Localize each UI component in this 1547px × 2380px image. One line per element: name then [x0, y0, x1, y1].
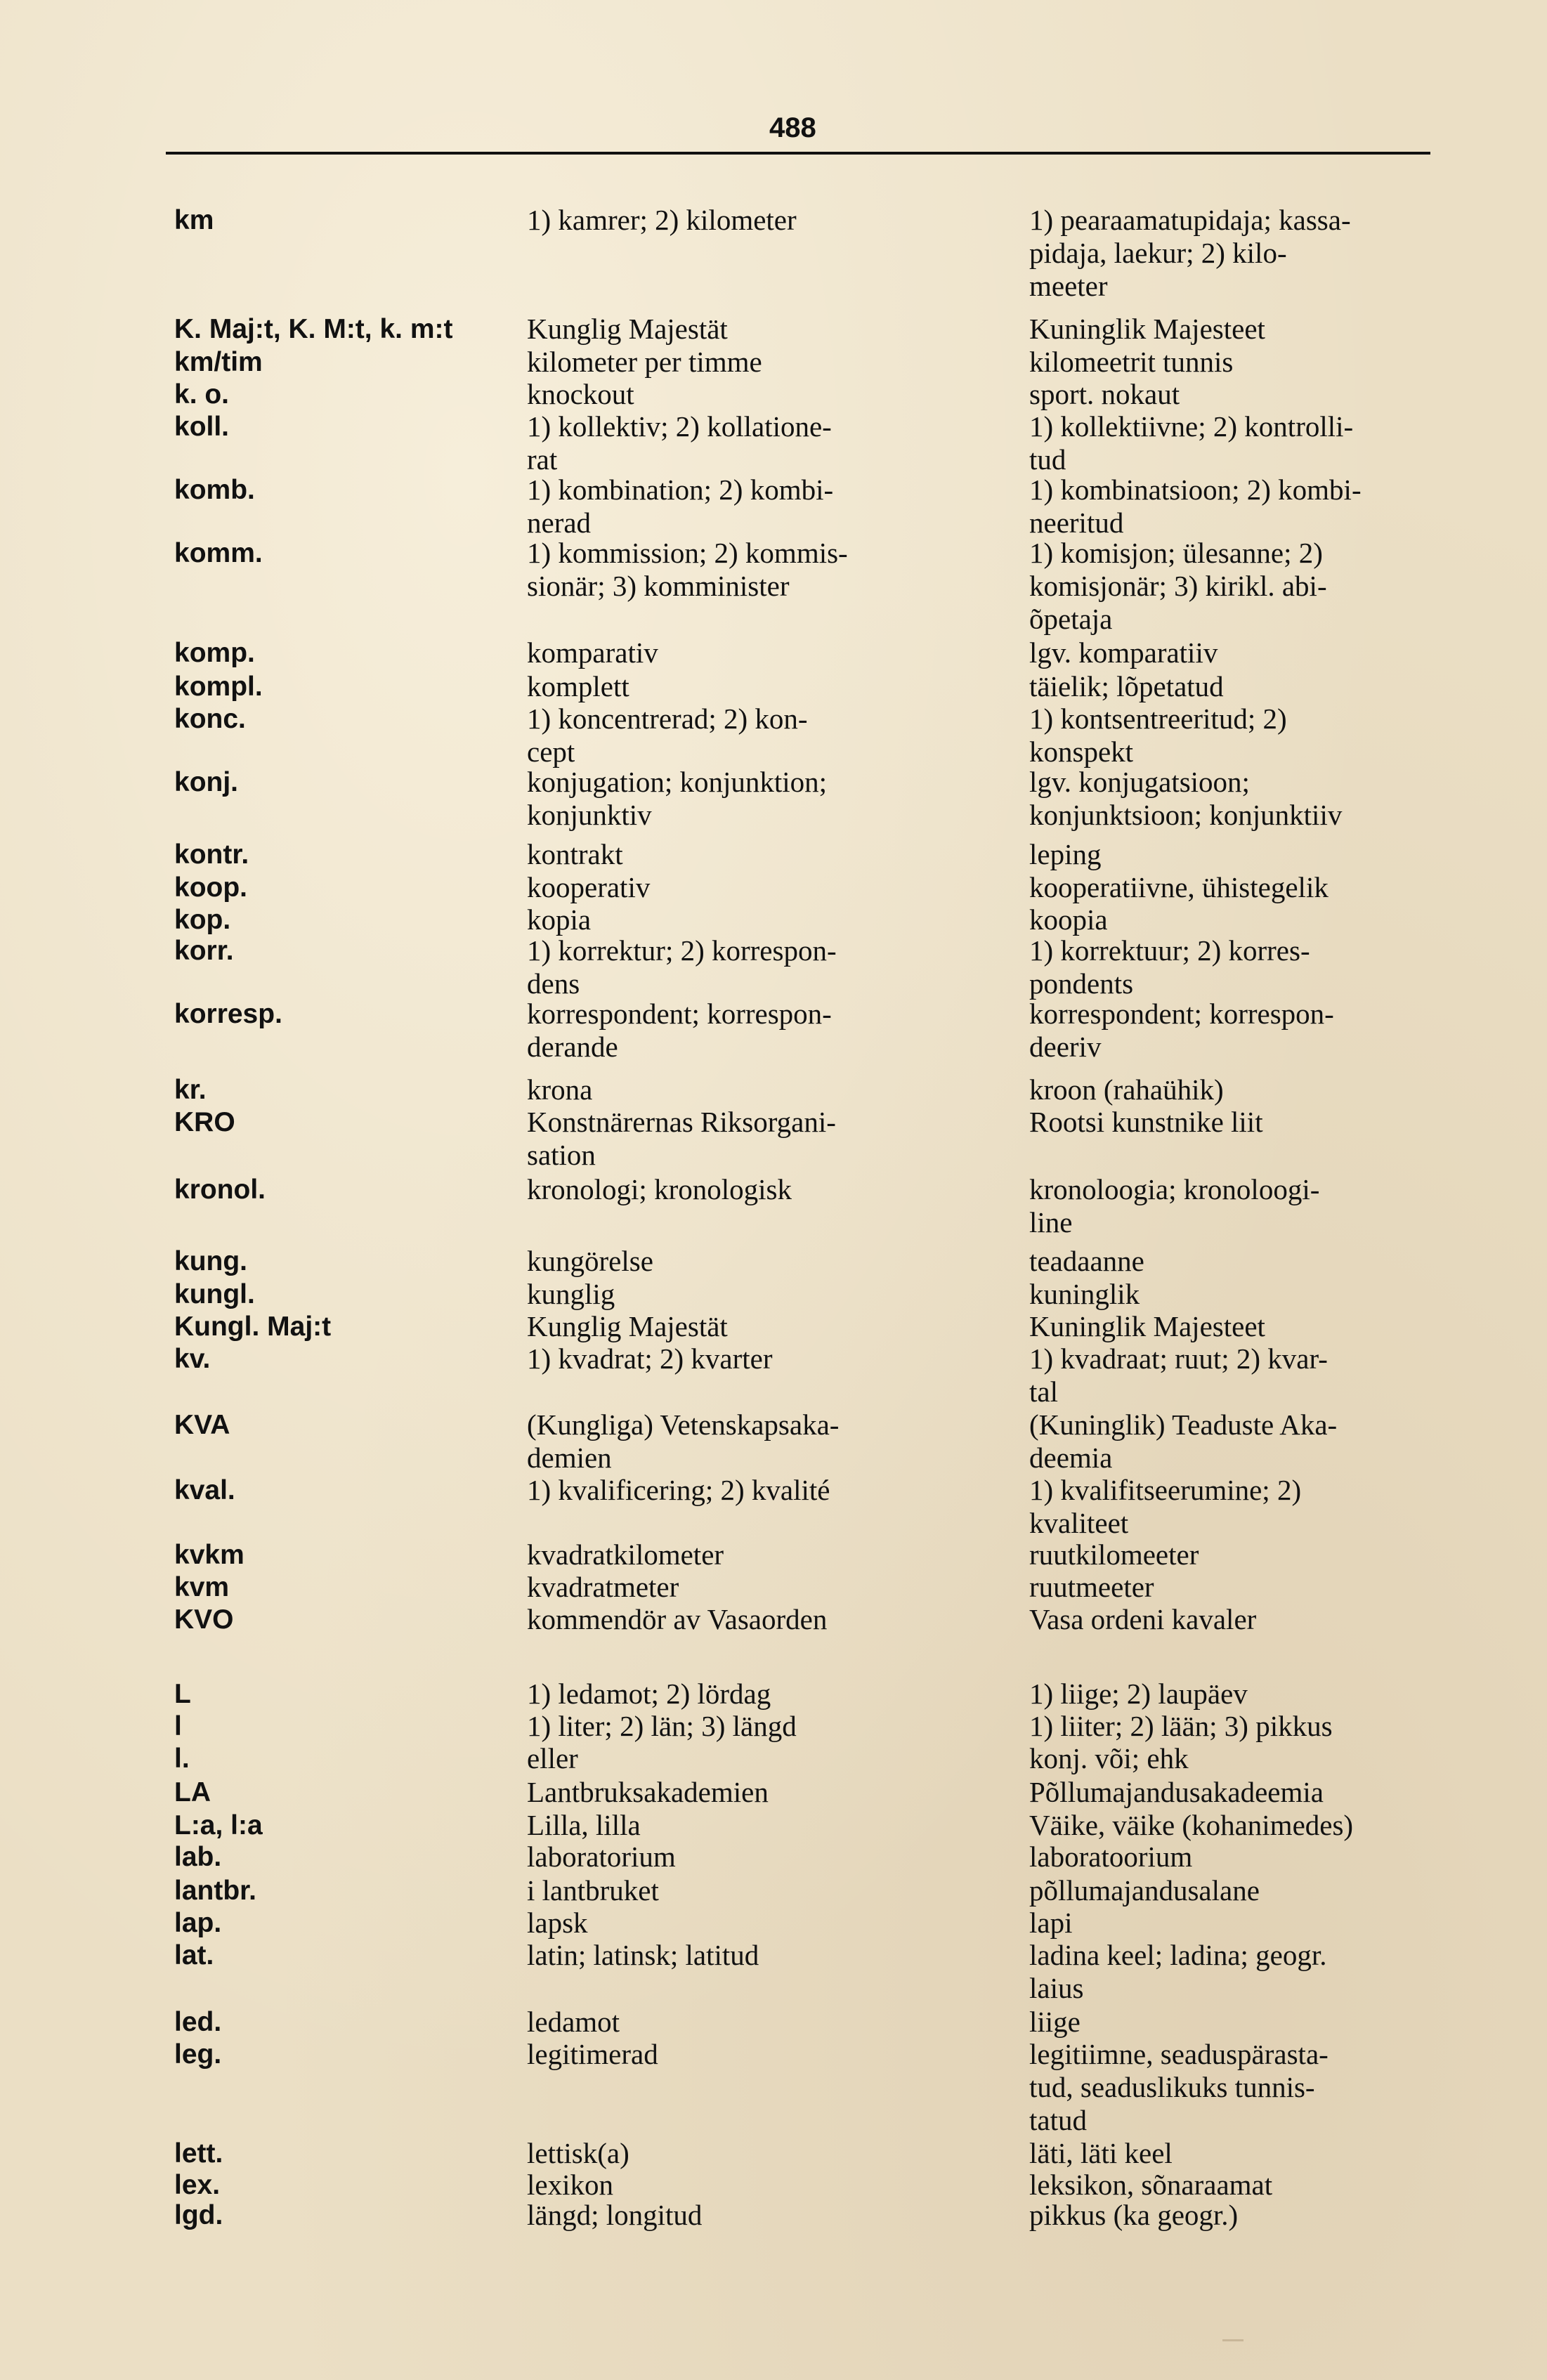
entry-abbreviation: kronol.: [174, 1175, 266, 1205]
entry-swedish: lexikon: [527, 2169, 613, 2201]
entry-estonian: kilomeetrit tunnis: [1029, 346, 1234, 378]
entry-swedish: laboratorium: [527, 1840, 676, 1873]
entry-swedish: 1) kvalificering; 2) kvalité: [527, 1474, 830, 1506]
entry-swedish: kontrakt: [527, 838, 623, 870]
entry-abbreviation: km: [174, 205, 214, 235]
entry-estonian: korrespondent; korrespon- deeriv: [1029, 998, 1334, 1063]
entry-estonian: leping: [1029, 838, 1102, 870]
entry-abbreviation: kval.: [174, 1475, 235, 1505]
entry-abbreviation: L: [174, 1679, 191, 1709]
entry-swedish: 1) korrektur; 2) korrespon- dens: [527, 934, 837, 1000]
entry-estonian: pikkus (ka geogr.): [1029, 2199, 1239, 2231]
entry-swedish: kommendör av Vasaorden: [527, 1603, 828, 1635]
entry-estonian: konj. või; ehk: [1029, 1742, 1189, 1774]
entry-abbreviation: KRO: [174, 1107, 235, 1137]
entry-estonian: 1) kollektiivne; 2) kontrolli- tud: [1029, 410, 1354, 476]
entry-estonian: Väike, väike (kohanimedes): [1029, 1809, 1354, 1841]
entry-swedish: 1) liter; 2) län; 3) längd: [527, 1710, 797, 1742]
entry-estonian: täielik; lõpetatud: [1029, 670, 1224, 702]
entry-estonian: kronoloogia; kronoloogi- line: [1029, 1173, 1320, 1238]
entry-swedish: 1) ledamot; 2) lördag: [527, 1678, 771, 1710]
entry-estonian: ruutkilomeeter: [1029, 1538, 1199, 1571]
entry-abbreviation: komp.: [174, 638, 255, 668]
entry-swedish: kooperativ: [527, 871, 651, 903]
entry-abbreviation: lett.: [174, 2138, 223, 2169]
entry-swedish: Kunglig Majestät: [527, 1310, 728, 1342]
entry-abbreviation: L:a, l:a: [174, 1810, 263, 1840]
entry-estonian: põllumajandusalane: [1029, 1874, 1260, 1907]
entry-estonian: ruutmeeter: [1029, 1571, 1154, 1603]
entry-swedish: 1) koncentrerad; 2) kon- cept: [527, 702, 808, 768]
entry-abbreviation: l: [174, 1711, 182, 1741]
entry-swedish: kungörelse: [527, 1245, 653, 1277]
entry-swedish: krona: [527, 1073, 593, 1106]
entry-estonian: 1) kombinatsioon; 2) kombi- neeritud: [1029, 473, 1362, 539]
entry-swedish: 1) kommission; 2) kommis- sionär; 3) komminister: [527, 537, 848, 602]
entry-swedish: 1) kollektiv; 2) kollatione- rat: [527, 410, 832, 476]
entry-swedish: kilometer per timme: [527, 346, 762, 378]
entry-abbreviation: kvm: [174, 1572, 230, 1602]
entry-abbreviation: kr.: [174, 1075, 207, 1105]
entry-estonian: 1) liige; 2) laupäev: [1029, 1678, 1248, 1710]
entry-abbreviation: koll.: [174, 412, 230, 442]
entry-swedish: lettisk(a): [527, 2137, 629, 2169]
entry-estonian: lgv. konjugatsioon; konjunktsioon; konjunktiiv: [1029, 766, 1343, 831]
entry-estonian: 1) kvalifitseerumine; 2) kvaliteet: [1029, 1474, 1302, 1539]
entry-estonian: Kuninglik Majesteet: [1029, 1310, 1265, 1342]
entry-estonian: kooperatiivne, ühistegelik: [1029, 871, 1329, 903]
entry-abbreviation: lap.: [174, 1908, 222, 1938]
entry-abbreviation: konc.: [174, 704, 246, 734]
entry-swedish: i lantbruket: [527, 1874, 659, 1907]
entry-swedish: Konstnärernas Riksorgani- sation: [527, 1106, 836, 1171]
entry-estonian: 1) pearaamatupidaja; kassa- pidaja, laekur; 2) kilo- meeter: [1029, 204, 1351, 302]
entry-abbreviation: lab.: [174, 1842, 222, 1872]
entry-estonian: liige: [1029, 2006, 1081, 2038]
entry-swedish: legitimerad: [527, 2038, 658, 2070]
entry-abbreviation: konj.: [174, 767, 239, 797]
entry-estonian: lgv. komparatiiv: [1029, 636, 1218, 669]
entry-swedish: kvadratkilometer: [527, 1538, 724, 1571]
entry-estonian: 1) komisjon; ülesanne; 2) komisjonär; 3) kirikl. abi- õpetaja: [1029, 537, 1327, 635]
paper-mark: [1222, 2339, 1244, 2341]
entry-abbreviation: koop.: [174, 872, 247, 903]
entry-estonian: Põllumajandusakadeemia: [1029, 1776, 1324, 1808]
entry-estonian: 1) korrektuur; 2) korres- pondents: [1029, 934, 1310, 1000]
entry-abbreviation: komm.: [174, 538, 263, 568]
entry-estonian: sport. nokaut: [1029, 378, 1180, 410]
entry-abbreviation: kop.: [174, 905, 231, 935]
entry-swedish: längd; longitud: [527, 2199, 703, 2231]
entry-estonian: laboratoorium: [1029, 1840, 1193, 1873]
entry-abbreviation: lex.: [174, 2170, 221, 2200]
entry-abbreviation: Kungl. Maj:t: [174, 1312, 332, 1342]
entry-abbreviation: kung.: [174, 1246, 247, 1276]
entry-estonian: koopia: [1029, 903, 1108, 936]
entry-abbreviation: k. o.: [174, 379, 230, 410]
entry-abbreviation: K. Maj:t, K. M:t, k. m:t: [174, 314, 453, 344]
entry-swedish: korrespondent; korrespon- derande: [527, 998, 832, 1063]
entry-abbreviation: kvkm: [174, 1540, 244, 1570]
entry-swedish: Kunglig Majestät: [527, 313, 728, 345]
entry-estonian: teadaanne: [1029, 1245, 1144, 1277]
entry-abbreviation: km/tim: [174, 347, 263, 377]
header-rule: [166, 152, 1430, 155]
entry-list: [0, 204, 1547, 2353]
entry-abbreviation: led.: [174, 2007, 222, 2037]
entry-estonian: 1) liiter; 2) lään; 3) pikkus: [1029, 1710, 1333, 1742]
entry-abbreviation: komb.: [174, 475, 255, 505]
entry-swedish: latin; latinsk; latitud: [527, 1939, 759, 1971]
entry-estonian: ladina keel; ladina; geogr. laius: [1029, 1939, 1327, 2004]
entry-estonian: kuninglik: [1029, 1278, 1140, 1310]
entry-abbreviation: kontr.: [174, 839, 249, 870]
entry-estonian: (Kuninglik) Teaduste Aka- deemia: [1029, 1408, 1338, 1474]
entry-estonian: läti, läti keel: [1029, 2137, 1173, 2169]
entry-estonian: Kuninglik Majesteet: [1029, 313, 1265, 345]
entry-swedish: 1) kamrer; 2) kilometer: [527, 204, 797, 236]
entry-swedish: kronologi; kronologisk: [527, 1173, 792, 1205]
entry-estonian: lapi: [1029, 1907, 1073, 1939]
entry-swedish: kvadratmeter: [527, 1571, 679, 1603]
entry-estonian: leksikon, sõnaraamat: [1029, 2169, 1273, 2201]
entry-swedish: 1) kvadrat; 2) kvarter: [527, 1342, 773, 1375]
entry-swedish: Lantbruksakademien: [527, 1776, 769, 1808]
entry-swedish: (Kungliga) Vetenskapsaka- demien: [527, 1408, 840, 1474]
entry-estonian: kroon (rahaühik): [1029, 1073, 1224, 1106]
entry-estonian: 1) kvadraat; ruut; 2) kvar- tal: [1029, 1342, 1328, 1408]
entry-estonian: 1) kontsentreeritud; 2) konspekt: [1029, 702, 1287, 768]
page-number: 488: [769, 112, 816, 143]
entry-abbreviation: korresp.: [174, 999, 282, 1029]
entry-swedish: kunglig: [527, 1278, 615, 1310]
entry-swedish: ledamot: [527, 2006, 620, 2038]
entry-swedish: knockout: [527, 378, 634, 410]
entry-estonian: legitiimne, seaduspärasta- tud, seaduslikuks tunnis- tatud: [1029, 2038, 1329, 2136]
entry-estonian: Rootsi kunstnike liit: [1029, 1106, 1263, 1138]
entry-abbreviation: kungl.: [174, 1279, 255, 1309]
entry-abbreviation: kompl.: [174, 672, 263, 702]
entry-swedish: kopia: [527, 903, 592, 936]
entry-estonian: Vasa ordeni kavaler: [1029, 1603, 1257, 1635]
entry-swedish: eller: [527, 1742, 578, 1774]
entry-abbreviation: KVO: [174, 1604, 234, 1635]
entry-abbreviation: l.: [174, 1744, 190, 1774]
entry-abbreviation: KVA: [174, 1410, 230, 1440]
entry-swedish: Lilla, lilla: [527, 1809, 641, 1841]
entry-abbreviation: lat.: [174, 1940, 214, 1970]
entry-swedish: konjugation; konjunktion; konjunktiv: [527, 766, 828, 831]
entry-abbreviation: kv.: [174, 1344, 211, 1374]
entry-abbreviation: lantbr.: [174, 1876, 257, 1906]
entry-abbreviation: korr.: [174, 936, 234, 966]
entry-abbreviation: LA: [174, 1777, 211, 1807]
entry-swedish: lapsk: [527, 1907, 588, 1939]
entry-swedish: komplett: [527, 670, 629, 702]
entry-abbreviation: leg.: [174, 2039, 222, 2070]
entry-abbreviation: lgd.: [174, 2200, 223, 2230]
entry-swedish: komparativ: [527, 636, 658, 669]
entry-swedish: 1) kombination; 2) kombi- nerad: [527, 473, 834, 539]
